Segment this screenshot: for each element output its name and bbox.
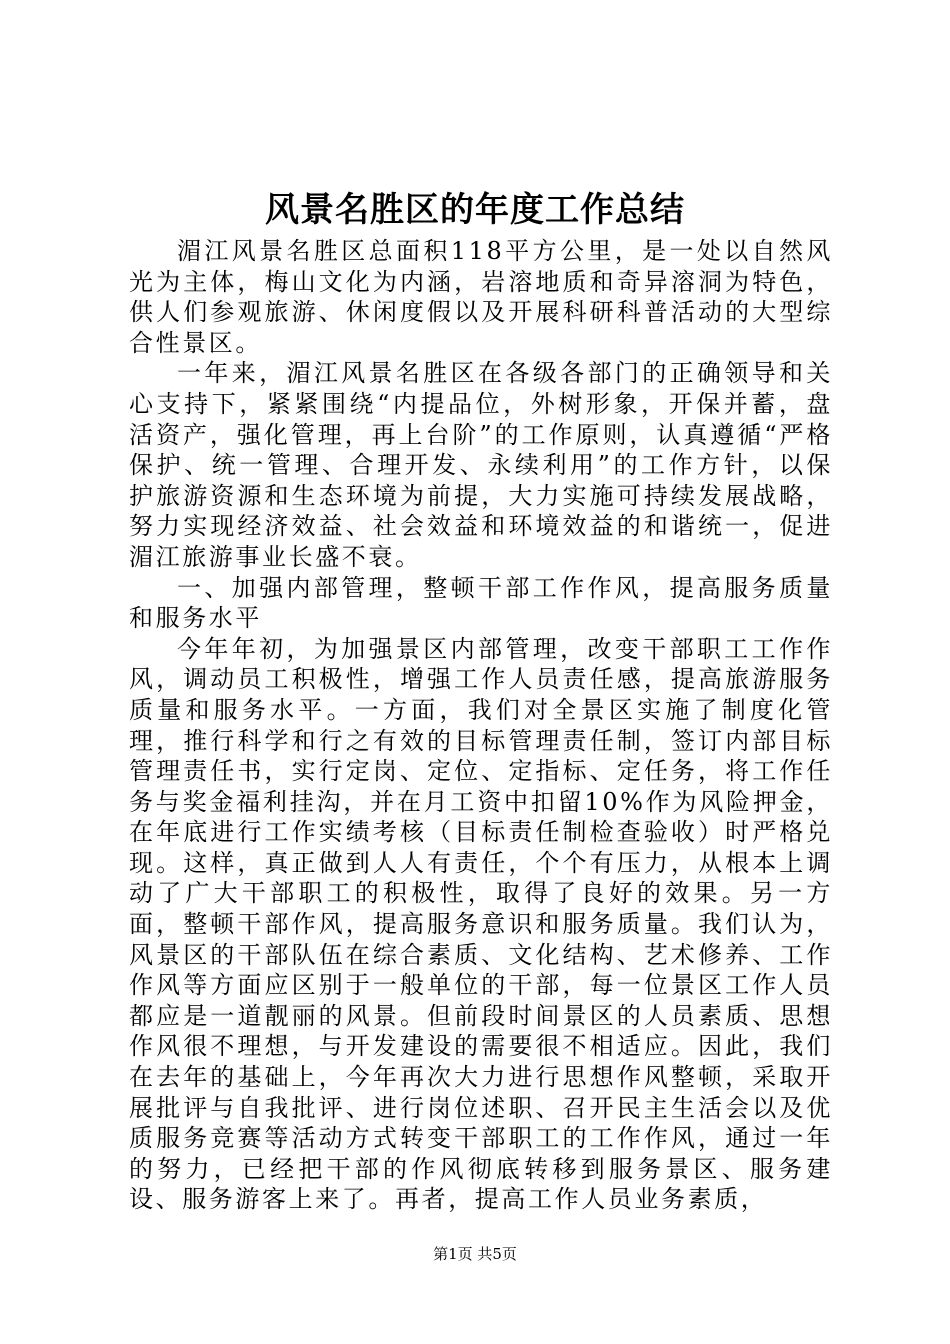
paragraph-section-1: 今年年初，为加强景区内部管理，改变干部职工工作作风，调动员工积极性，增强工作人员责任感，提高旅游服务质量和服务水平。一方面，我们对全景区实施了制度化管理，推行科学和行之有效的目标管理责任制，签订内部目标管理责任书，实行定岗、定位、定指标、定任务，将工作任务与奖金福利挂沟，并在月工资中扣留10%作为风险押金，在年底进行工作实绩考核（目标责任制检查验收）时严格兑现。这样，真正做到人人有责任，个个有压力，从根本上调动了广大干部职工的积极性，取得了良好的效果。另一方面，整顿干部作风，提高服务意识和服务质量。我们认为，风景区的干部队伍在综合素质、文化结构、艺术修养、工作作风等方面应区别于一般单位的干部，每一位景区工作人员都应是一道靓丽的风景。但前段时间景区的人员素质、思想作风很不理想，与开发建设的需要很不相适应。因此，我们在去年的基础上，今年再次大力进行思想作风整顿，采取开展批评与自我批评、进行岗位述职、召开民主生活会以及优质服务竞赛等活动方式转变干部职工的工作作风，通过一年的努力，已经把干部的作风彻底转移到服务景区、服务建设、服务游客上来了。再者，提高工作人员业务素质，: [129, 634, 833, 1214]
document-body: [129, 236, 833, 1215]
section-heading-1: 一、加强内部管理，整顿干部工作作风，提高服务质量和服务水平: [129, 573, 833, 633]
document-title: 风景名胜区的年度工作总结: [265, 190, 685, 230]
paragraph-intro: 湄江风景名胜区总面积118平方公里，是一处以自然风光为主体，梅山文化为内涵，岩溶地质和奇异溶洞为特色，供人们参观旅游、休闲度假以及开展科研科普活动的大型综合性景区。: [129, 237, 833, 357]
page-number-footer: 第1页 共5页: [433, 1245, 517, 1263]
paragraph-overview: 一年来，湄江风景名胜区在各级各部门的正确领导和关心支持下，紧紧围绕“内提品位，外树形象，开保并蓄，盘活资产，强化管理，再上台阶”的工作原则，认真遵循“严格保护、统一管理、合理开发、永续利用”的工作方针，以保护旅游资源和生态环境为前提，大力实施可持续发展战略，努力实现经济效益、社会效益和环境效益的和谐统一，促进湄江旅游事业长盛不衰。: [129, 359, 833, 571]
